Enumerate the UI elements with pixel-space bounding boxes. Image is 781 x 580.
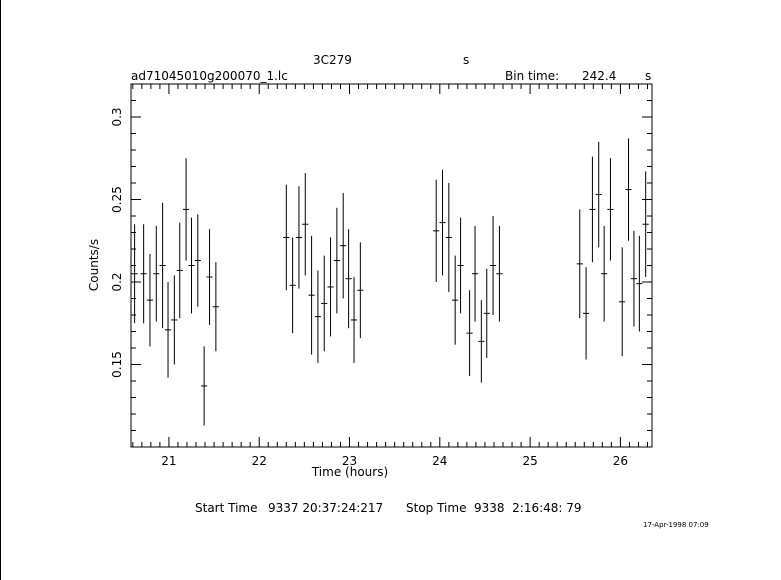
data-point: [165, 282, 171, 378]
file-name: ad71045010g200070_1.lc: [131, 69, 288, 83]
data-point: [643, 171, 649, 277]
data-point: [213, 262, 219, 351]
stop-time-label: Stop Time: [406, 501, 467, 515]
y-tick-label: 0.3: [110, 107, 124, 127]
data-point: [577, 209, 583, 318]
data-point: [357, 242, 363, 338]
x-tick-label: 21: [161, 454, 177, 468]
data-point: [283, 185, 289, 291]
x-tick-label: 24: [432, 454, 448, 468]
data-point: [625, 138, 631, 240]
data-point: [321, 256, 327, 352]
data-point: [188, 218, 194, 314]
data-point: [484, 269, 490, 358]
data-point: [467, 290, 473, 376]
data-point: [340, 193, 346, 299]
data-point: [490, 216, 496, 315]
energy-band: s: [463, 53, 470, 67]
data-point: [315, 270, 321, 362]
data-point: [601, 226, 607, 322]
data-point: [446, 183, 452, 292]
bin-time-unit: s: [645, 69, 652, 83]
data-point: [195, 214, 201, 306]
stop-time-value: 9338 2:16:48: 79: [474, 501, 582, 515]
data-point: [478, 300, 484, 383]
x-tick-label: 22: [251, 454, 267, 468]
y-tick-label: 0.15: [110, 351, 124, 378]
data-points: [132, 138, 649, 425]
data-point: [458, 218, 464, 314]
y-tick-label: 0.2: [110, 272, 124, 292]
data-point: [439, 170, 445, 276]
data-point: [327, 237, 333, 336]
start-time-value: 9337 20:37:24:217: [268, 501, 384, 515]
data-point: [351, 277, 357, 363]
data-point: [346, 229, 352, 328]
y-tick-label: 0.25: [110, 186, 124, 213]
data-point: [302, 173, 308, 275]
data-point: [201, 346, 207, 425]
bin-time-value: 242.4: [582, 69, 617, 83]
start-time-label: Start Time: [195, 501, 258, 515]
data-point: [472, 226, 478, 322]
data-point: [589, 157, 595, 263]
data-point: [607, 158, 613, 260]
data-point: [496, 226, 502, 322]
data-point: [296, 186, 302, 288]
data-point: [631, 231, 637, 327]
data-point: [290, 237, 296, 333]
x-tick-label: 26: [612, 454, 629, 468]
data-point: [183, 158, 189, 260]
x-tick-label: 25: [522, 454, 538, 468]
data-point: [334, 208, 340, 314]
x-tick-label: 23: [341, 454, 358, 468]
data-point: [141, 224, 147, 323]
data-point: [452, 256, 458, 345]
data-point: [177, 223, 183, 319]
data-point: [171, 275, 177, 364]
y-axis-label: Counts/s: [87, 238, 101, 292]
bin-time-label: Bin time:: [505, 69, 560, 83]
data-point: [619, 247, 625, 356]
plot-timestamp: 17-Apr-1998 07:09: [643, 521, 709, 529]
data-point: [153, 226, 159, 322]
data-point: [596, 142, 602, 248]
object-name: 3C279: [313, 53, 352, 67]
data-point: [433, 180, 439, 282]
data-point: [147, 254, 153, 346]
data-point: [132, 224, 138, 323]
data-point: [160, 203, 166, 328]
data-point: [636, 236, 642, 332]
data-point: [583, 267, 589, 359]
data-point: [309, 236, 315, 355]
x-axis-label: Time (hours): [311, 465, 389, 479]
data-point: [206, 229, 212, 325]
